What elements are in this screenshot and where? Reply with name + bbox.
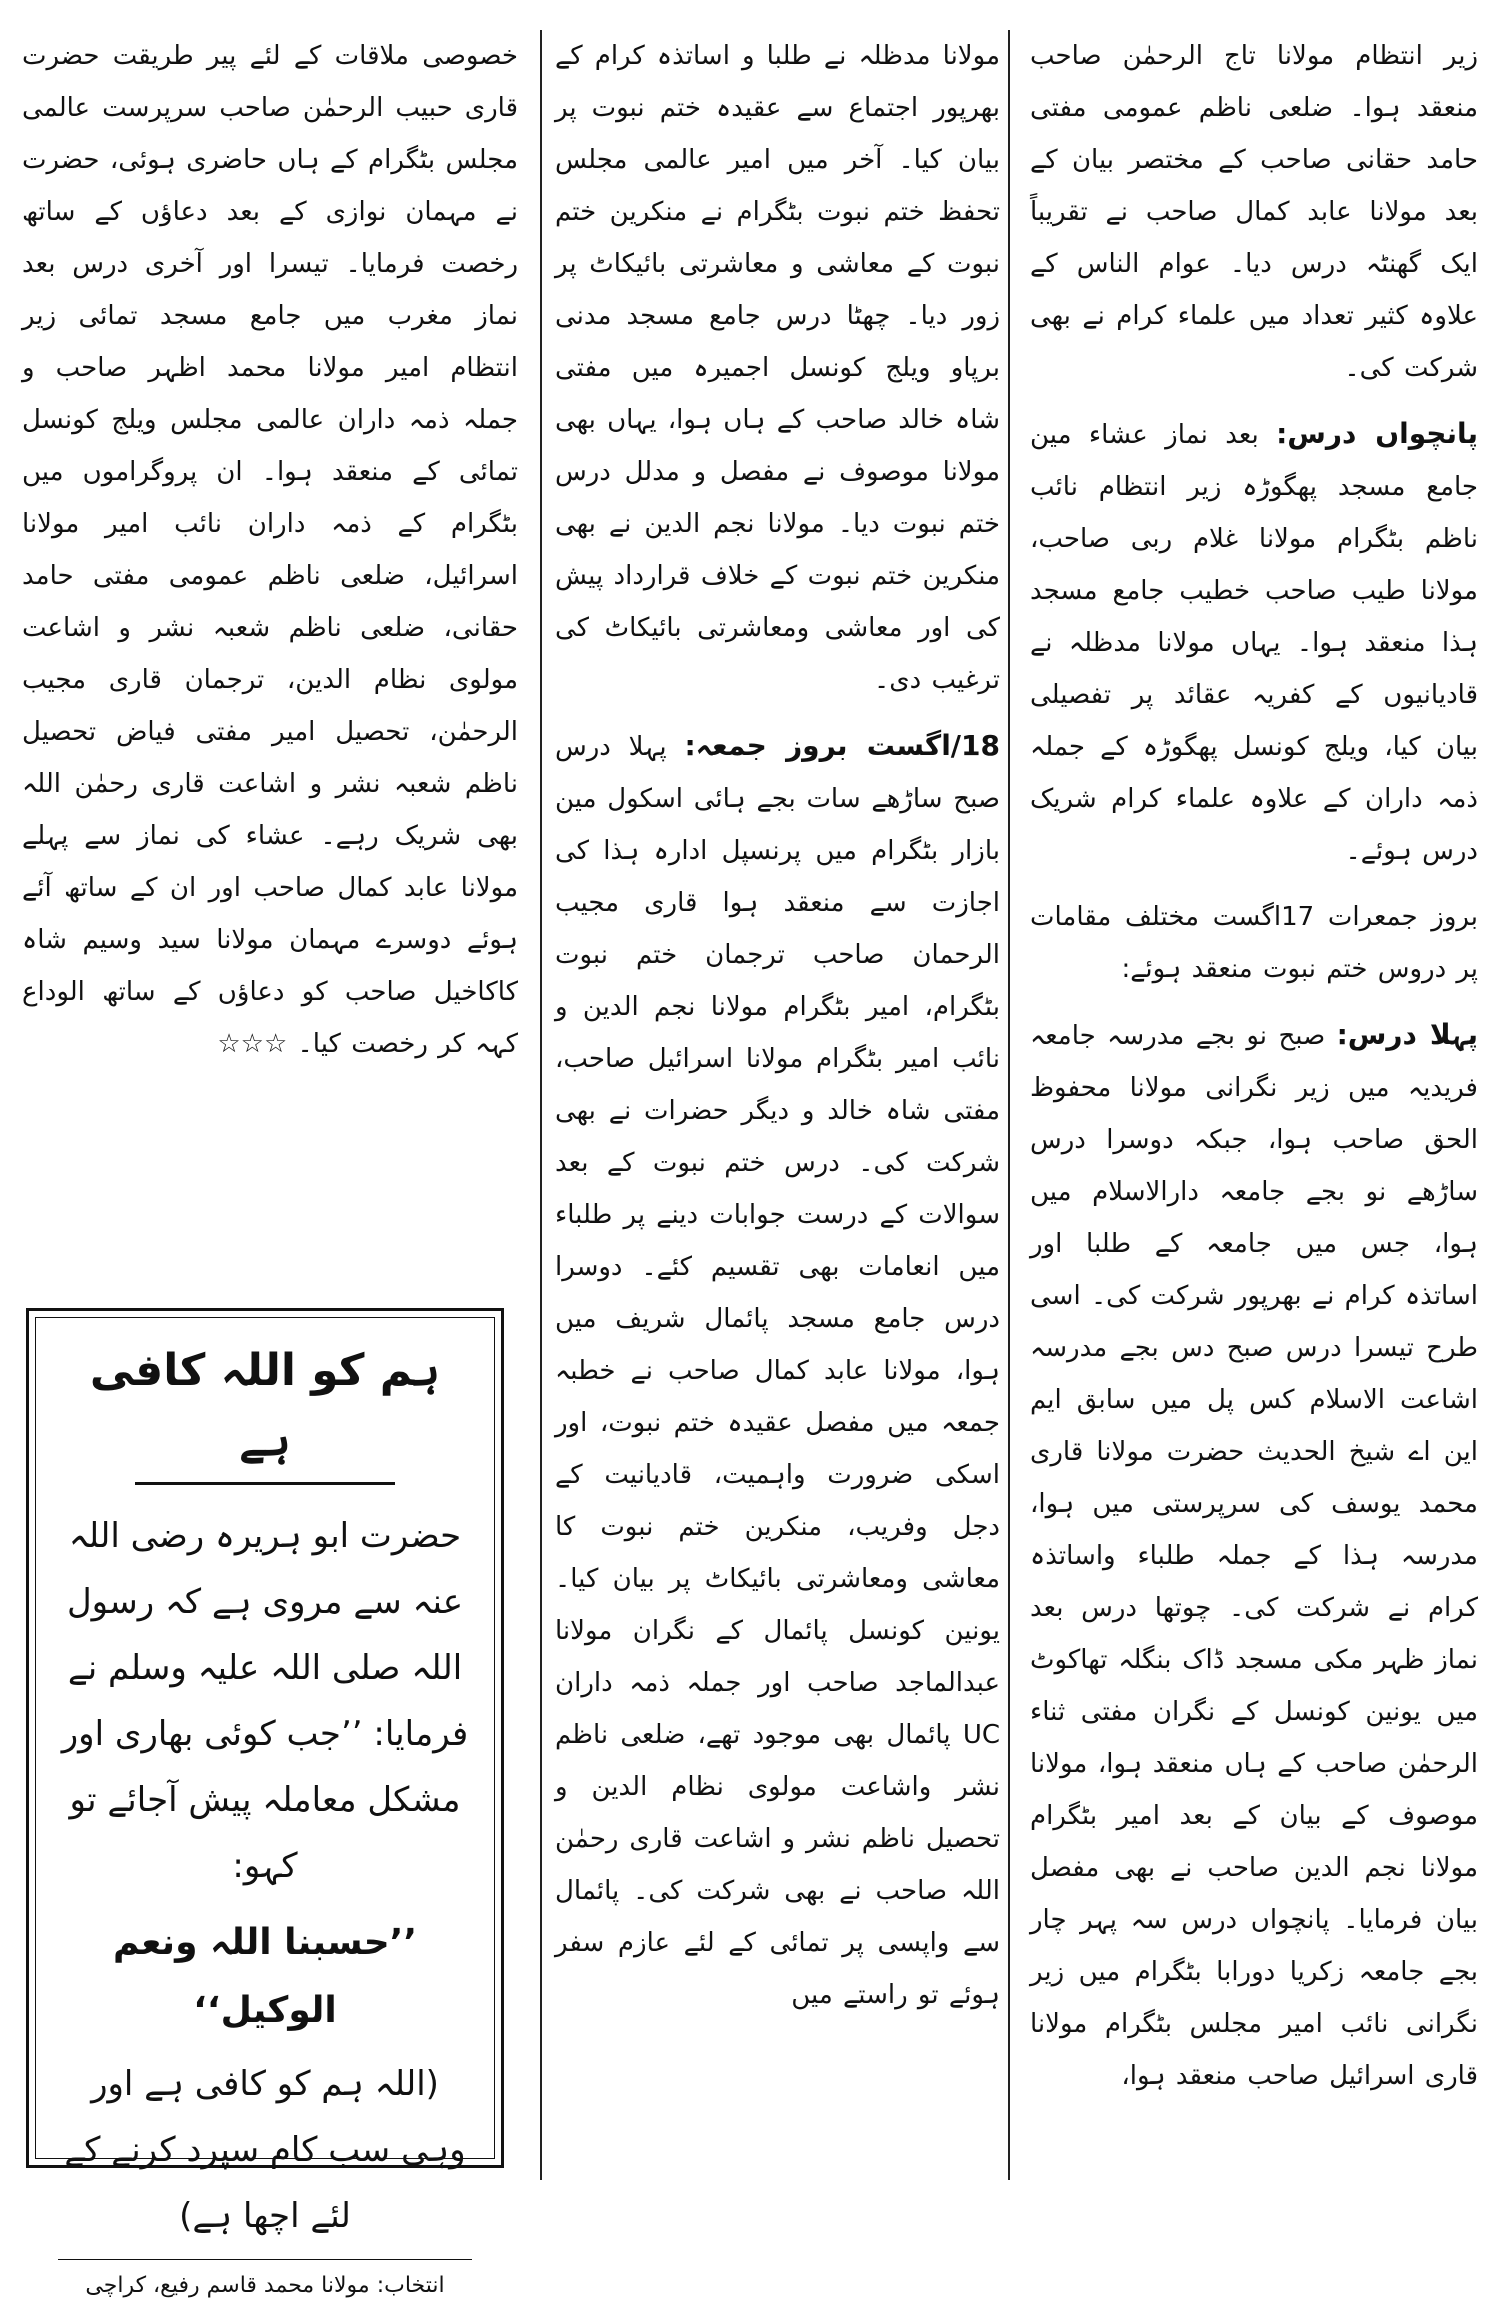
- box-title: ہم کو اللہ کافی ہے: [89, 1345, 441, 1466]
- column-divider: [1008, 30, 1010, 2180]
- section-heading: پانچواں درس:: [1276, 417, 1479, 450]
- box-credit: انتخاب: مولانا محمد قاسم رفیع، کراچی: [85, 2273, 445, 2298]
- box-translation: (اللہ ہم کو کافی ہے اور وہی سب کام سپرد کرنے کے لئے اچھا ہے): [64, 2064, 466, 2236]
- paragraph: [1030, 408, 1478, 877]
- paragraph: زیر انتظام مولانا تاج الرحمٰن صاحب منعقد ہوا۔ ضلعی ناظم عمومی مفتی حامد حقانی صاحب کے مختصر بیان کے بعد مولانا عابد کمال صاحب نے تقریباً ایک گھنٹہ درس دیا۔ عوام الناس کے علاوہ کثیر تعداد میں علماء کرام نے بھی شرکت کی۔: [1030, 41, 1478, 383]
- box-divider: [58, 2259, 472, 2260]
- paragraph: مولانا مدظلہ نے طلبا و اساتذہ کرام کے بھرپور اجتماع سے عقیدہ ختم نبوت پر بیان کیا۔ آخر میں امیر عالمی مجلس تحفظ ختم نبوت بٹگرام نے منکرین ختم نبوت کے معاشی و معاشرتی بائیکاٹ پر زور دیا۔ چھٹا درس جامع مسجد مدنی برپاو ویلج کونسل اجمیرہ میں مفتی شاہ خالد صاحب کے ہاں ہوا، یہاں بھی مولانا موصوف نے مفصل و مدلل درس ختم نبوت دیا۔ مولانا نجم الدین نے بھی منکرین ختم نبوت کے خلاف قرارداد پیش کی اور معاشی ومعاشرتی بائیکاٹ کی ترغیب دی۔: [555, 41, 1000, 695]
- paragraph: [1030, 1009, 1478, 2102]
- paragraph-text: خصوصی ملاقات کے لئے پیر طریقت حضرت قاری حبیب الرحمٰن صاحب سرپرست عالمی مجلس بٹگرام کے ہاں حاضری ہوئی، حضرت نے مہمان نوازی کے بعد دعاؤں کے ساتھ رخصت فرمایا۔ تیسرا اور آخری درس بعد نماز مغرب میں جامع مسجد تمائی زیر انتظام امیر مولانا محمد اظہر صاحب و جملہ ذمہ داران عالمی مجلس ویلج کونسل تمائی کے منعقد ہوا۔ ان پروگراموں میں بٹگرام کے ذمہ داران نائب امیر مولانا اسرائیل، ضلعی ناظم عمومی مفتی حامد حقانی، ضلعی ناظم شعبہ نشر و اشاعت مولوی نظام الدین، ترجمان قاری مجیب الرحمٰن، تحصیل امیر مفتی فیاض تحصیل ناظم شعبہ نشر و اشاعت قاری رحمٰن اللہ بھی شریک رہے۔ عشاء کی نماز سے پہلے مولانا عابد کمال صاحب اور ان کے ساتھ آئے ہوئے دوسرے مہمان مولانا سید وسیم شاہ کاکاخیل صاحب کو دعاؤں کے ساتھ الوداع کہہ کر رخصت کیا۔: [22, 41, 518, 1059]
- box-quote: ’’حسبنا اللہ ونعم الوکیل‘‘: [113, 1922, 417, 2031]
- section-heading: 18/اگست بروز جمعہ:: [684, 729, 1000, 762]
- end-mark: ☆☆☆: [217, 1029, 288, 1059]
- paragraph: [22, 30, 518, 1070]
- column-middle: [555, 30, 1000, 2180]
- paragraph-text: بعد نماز عشاء مین جامع مسجد پھگوڑہ زیر انتظام نائب ناظم بٹگرام مولانا غلام ربی صاحب، مولانا طیب صاحب خطیب جامع مسجد ہذا منعقد ہوا۔ یہاں مولانا مدظلہ نے قادیانیوں کے کفریہ عقائد پر تفصیلی بیان کیا، ویلج کونسل پھگوڑہ کے جملہ ذمہ داران کے علاوہ علماء کرام شریک درس ہوئے۔: [1030, 420, 1478, 866]
- paragraph: [555, 720, 1000, 2021]
- hadith-box: [26, 1308, 504, 2298]
- title-underline: [135, 1482, 395, 1485]
- hadith-box-inner: [35, 1317, 495, 2298]
- box-text: حضرت ابو ہریرہ رضی اللہ عنہ سے مروی ہے کہ رسول اللہ صلی اللہ علیہ وسلم نے فرمایا: ’’جب کوئی بھاری اور مشکل معاملہ پیش آجائے تو کہو:: [61, 1516, 469, 1886]
- column-right: [1030, 30, 1478, 2180]
- paragraph-text: صبح نو بجے مدرسہ جامعہ فریدیہ میں زیر نگرانی مولانا محفوظ الحق صاحب ہوا، جبکہ دوسرا درس ساڑھے نو بجے جامعہ دارالاسلام میں ہوا، جس میں جامعہ کے طلبا اور اساتذہ کرام نے بھرپور شرکت کی۔ اسی طرح تیسرا درس صبح دس بجے مدرسہ اشاعت الاسلام کس پل میں سابق ایم این اے شیخ الحدیث حضرت مولانا قاری محمد یوسف کی سرپرستی میں ہوا، مدرسہ ہذا کے جملہ طلباء واساتذہ کرام نے شرکت کی۔ چوتھا درس بعد نماز ظہر مکی مسجد ڈاک بنگلہ تھاکوٹ میں یونین کونسل کے نگران مفتی ثناء الرحمٰن صاحب کے ہاں منعقد ہوا، مولانا موصوف کے بیان کے بعد امیر بٹگرام مولانا نجم الدین صاحب نے بھی مفصل بیان فرمایا۔ پانچواں درس سہ پہر چار بجے جامعہ زکریا دورابا بٹگرام میں زیر نگرانی نائب امیر مجلس بٹگرام مولانا قاری اسرائیل صاحب منعقد ہوا،: [1030, 1021, 1478, 2091]
- column-divider: [540, 30, 542, 2180]
- paragraph: بروز جمعرات 17اگست مختلف مقامات پر دروس ختم نبوت منعقد ہوئے:: [1030, 902, 1478, 984]
- section-heading: پہلا درس:: [1336, 1018, 1478, 1051]
- paragraph-text: پہلا درس صبح ساڑھے سات بجے ہائی اسکول مین بازار بٹگرام میں پرنسپل ادارہ ہذا کی اجازت سے منعقد ہوا قاری مجیب الرحمان صاحب ترجمان ختم نبوت بٹگرام، امیر بٹگرام مولانا نجم الدین و نائب امیر بٹگرام مولانا اسرائیل صاحب، مفتی شاہ خالد و دیگر حضرات نے بھی شرکت کی۔ درس ختم نبوت کے بعد سوالات کے درست جوابات دینے پر طلباء میں انعامات بھی تقسیم کئے۔ دوسرا درس جامع مسجد پائمال شریف میں ہوا، مولانا عابد کمال صاحب نے خطبہ جمعہ میں مفصل عقیدہ ختم نبوت، اور اسکی ضرورت واہمیت، قادیانیت کے دجل وفریب، منکرین ختم نبوت کا معاشی ومعاشرتی بائیکاٹ پر بیان کیا۔ یونین کونسل پائمال کے نگران مولانا عبدالماجد صاحب اور جملہ ذمہ داران UC پائمال بھی موجود تھے، ضلعی ناظم نشر واشاعت مولوی نظام الدین و تحصیل ناظم نشر و اشاعت قاری رحمٰن اللہ صاحب نے بھی شرکت کی۔ پائمال سے واپسی پر تمائی کے لئے عازم سفر ہوئے تو راستے میں: [555, 732, 1000, 2010]
